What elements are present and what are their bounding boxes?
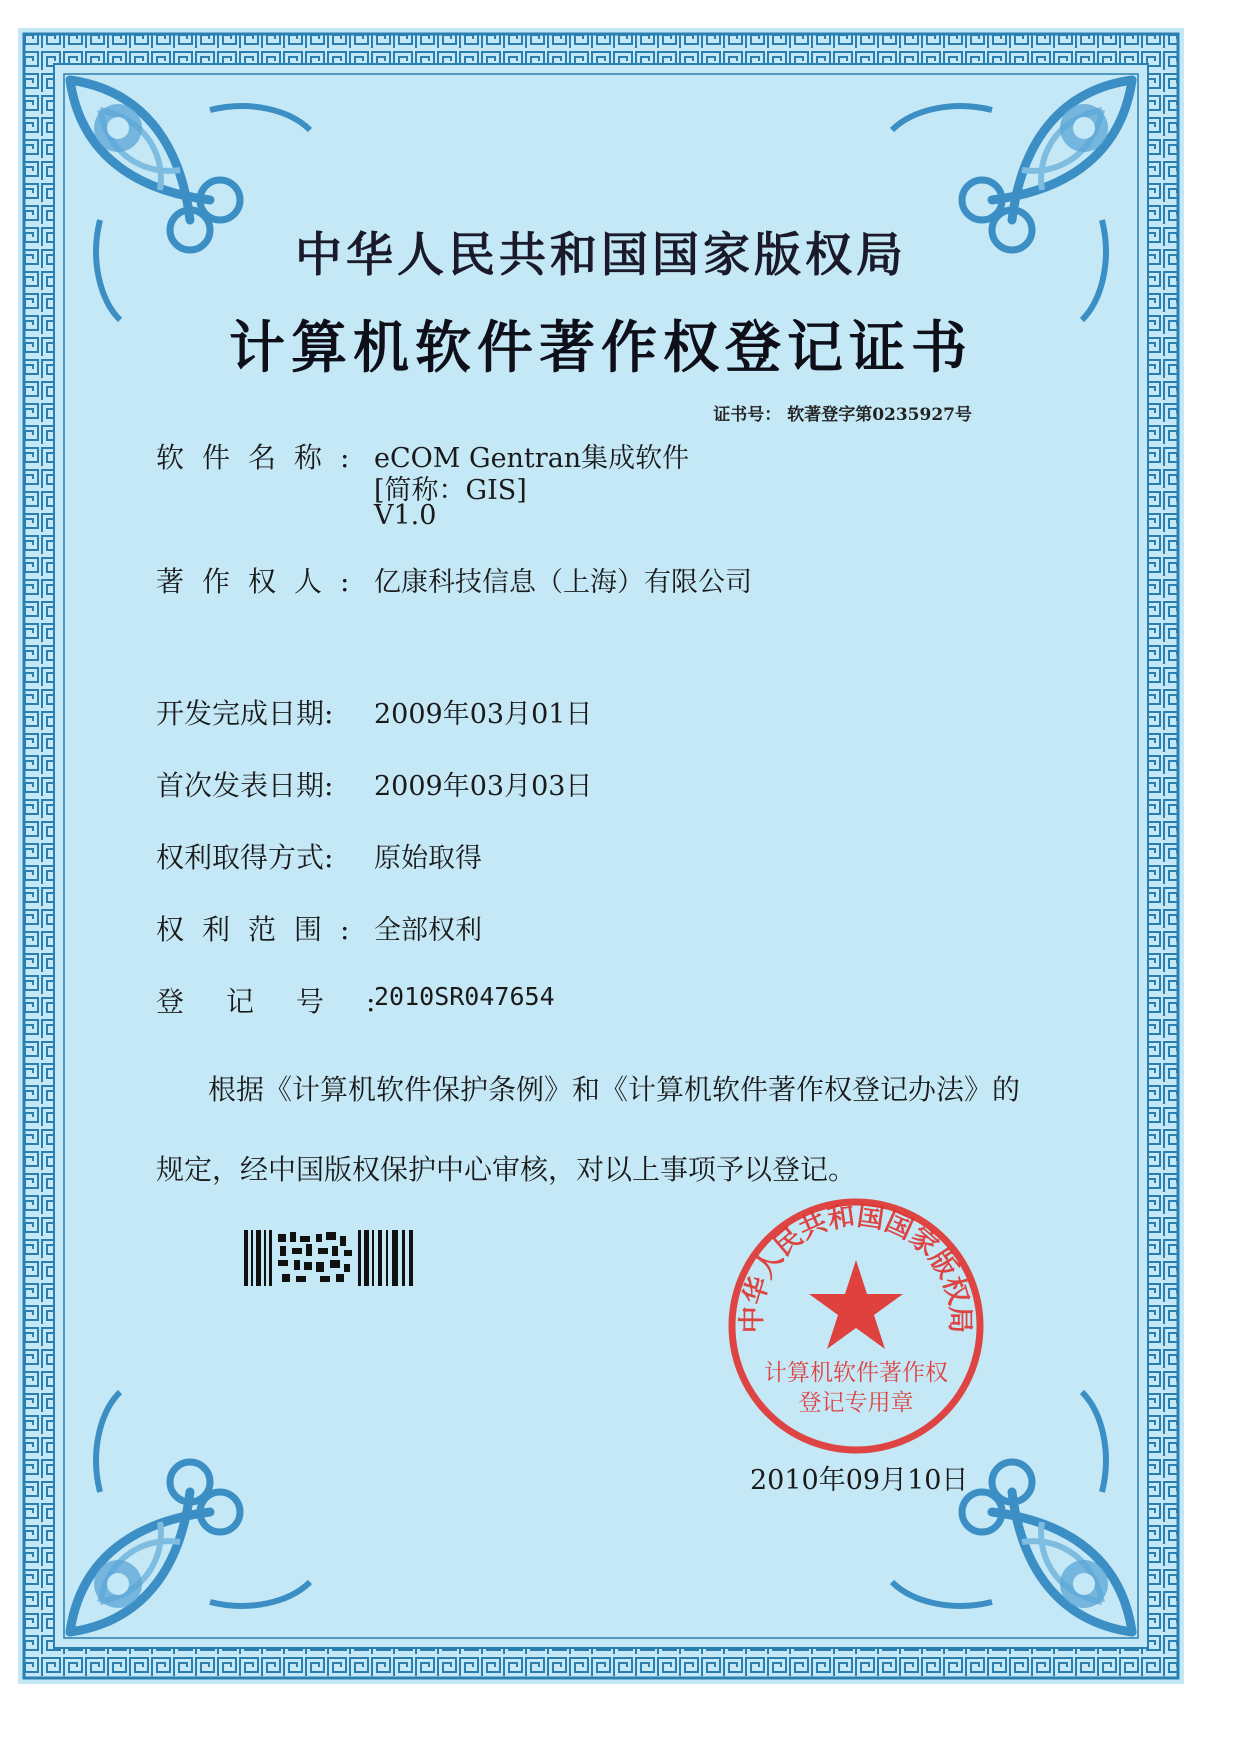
seal-star-icon (809, 1260, 903, 1349)
seal-inner-line-2: 登记专用章 (798, 1390, 914, 1416)
barcode (244, 1230, 414, 1286)
certificate-title: 计算机软件著作权登记证书 (229, 315, 973, 381)
registration-number-label: 登记号: (156, 985, 418, 1018)
rights-scope-value: 全部权利 (374, 915, 482, 946)
software-short-name: [简称：GIS] (374, 475, 527, 506)
statement-line-2: 规定，经中国版权保护中心审核，对以上事项予以登记。 (156, 1153, 857, 1186)
rights-scope-label: 权利范围: (156, 913, 368, 946)
seal-ring-text: 中华人民共和国国家版权局 (736, 1200, 976, 1334)
owner-value: 亿康科技信息（上海）有限公司 (374, 567, 752, 598)
completion-date-label: 开发完成日期: (156, 697, 334, 730)
seal-inner-line-1: 计算机软件著作权 (764, 1360, 948, 1386)
publish-date-label: 首次发表日期: (156, 769, 334, 802)
certificate (18, 28, 1184, 1684)
software-version: V1.0 (374, 500, 437, 531)
issue-date: 2010年09月10日 (750, 1465, 969, 1496)
statement-line-1: 根据《计算机软件保护条例》和《计算机软件著作权登记办法》的 (208, 1073, 1021, 1106)
acquisition-method-label: 权利取得方式: (156, 841, 334, 874)
official-seal (724, 1194, 988, 1458)
completion-date-value: 2009年03月01日 (374, 699, 593, 730)
issuer-heading: 中华人民共和国国家版权局 (295, 228, 907, 283)
registration-number-value: 2010SR047654 (374, 982, 555, 1011)
software-name-value: eCOM Gentran集成软件 (374, 443, 690, 474)
software-name-label: 软件名称: (156, 441, 368, 474)
publish-date-value: 2009年03月03日 (374, 771, 593, 802)
certificate-number: 证书号： 软著登字第0235927号 (713, 405, 972, 425)
owner-label: 著作权人: (156, 565, 368, 598)
acquisition-method-value: 原始取得 (374, 843, 482, 874)
